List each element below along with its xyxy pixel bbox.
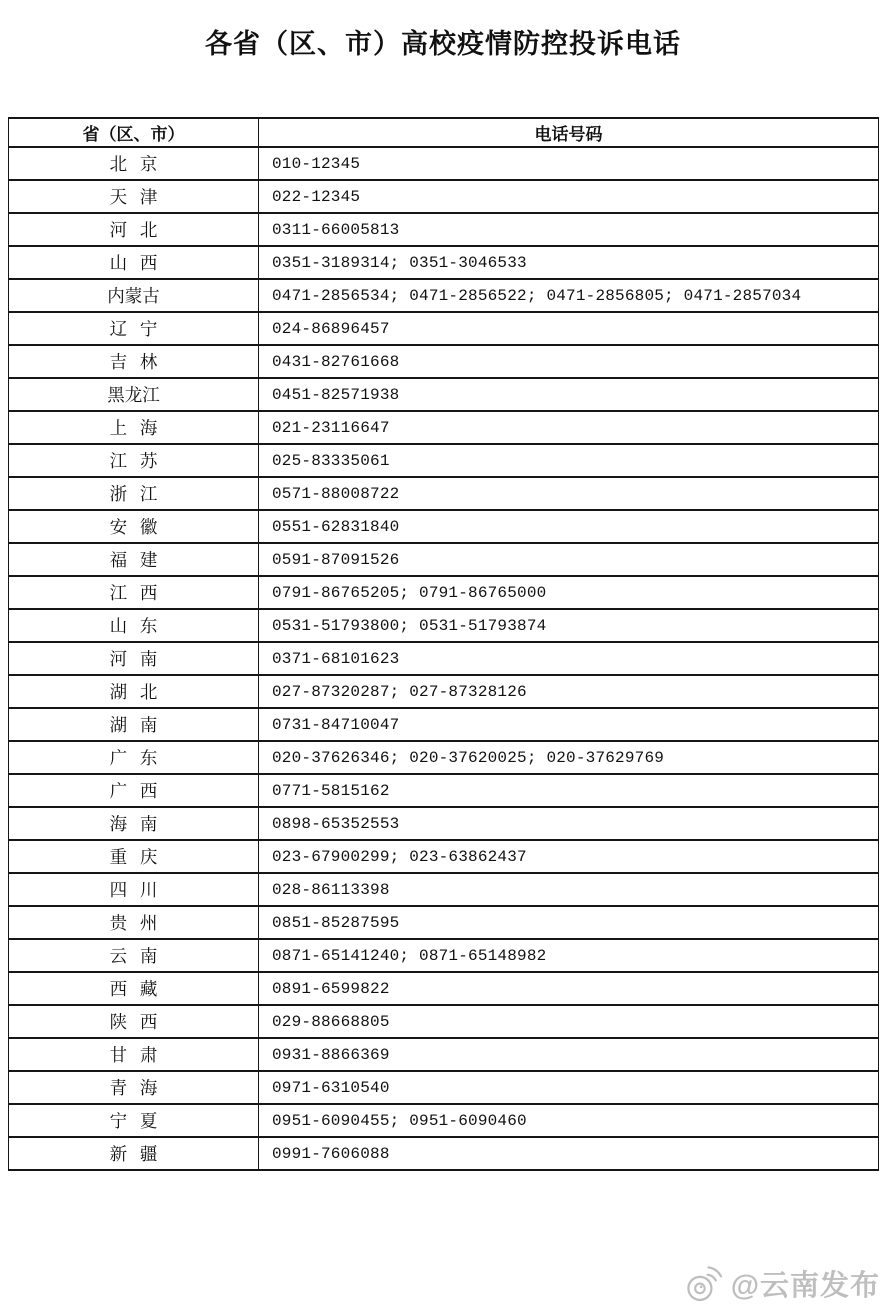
province-cell: 天 津 [9, 180, 259, 213]
table-row [9, 840, 879, 873]
phone-cell: 0351-3189314; 0351-3046533 [259, 246, 879, 279]
province-cell: 陕 西 [9, 1005, 259, 1038]
province-cell: 江 苏 [9, 444, 259, 477]
phone-column-header: 电话号码 [259, 118, 879, 147]
province-cell: 湖 南 [9, 708, 259, 741]
phone-cell: 023-67900299; 023-63862437 [259, 840, 879, 873]
table-row [9, 246, 879, 279]
phone-cell: 0771-5815162 [259, 774, 879, 807]
province-cell: 江 西 [9, 576, 259, 609]
province-cell: 西 藏 [9, 972, 259, 1005]
page-title: 各省（区、市）高校疫情防控投诉电话 [205, 29, 681, 59]
province-cell: 辽 宁 [9, 312, 259, 345]
province-cell: 重 庆 [9, 840, 259, 873]
province-cell: 北 京 [9, 147, 259, 180]
table-row [9, 510, 879, 543]
province-cell: 浙 江 [9, 477, 259, 510]
phone-cell: 0551-62831840 [259, 510, 879, 543]
table-row [9, 312, 879, 345]
province-cell: 宁 夏 [9, 1104, 259, 1137]
phone-cell: 0951-6090455; 0951-6090460 [259, 1104, 879, 1137]
phone-cell: 0871-65141240; 0871-65148982 [259, 939, 879, 972]
table-row [9, 807, 879, 840]
province-cell: 上 海 [9, 411, 259, 444]
weibo-icon [678, 1257, 730, 1309]
watermark [681, 1260, 880, 1306]
phone-cell: 021-23116647 [259, 411, 879, 444]
province-cell: 甘 肃 [9, 1038, 259, 1071]
table-row [9, 576, 879, 609]
province-cell: 云 南 [9, 939, 259, 972]
table-row [9, 180, 879, 213]
table-row [9, 147, 879, 180]
table-row [9, 609, 879, 642]
phone-cell: 0731-84710047 [259, 708, 879, 741]
province-cell: 新 疆 [9, 1137, 259, 1170]
table-row [9, 741, 879, 774]
phone-cell: 020-37626346; 020-37620025; 020-37629769 [259, 741, 879, 774]
province-cell: 湖 北 [9, 675, 259, 708]
table-row [9, 774, 879, 807]
table-row [9, 939, 879, 972]
province-cell: 河 北 [9, 213, 259, 246]
phone-cell: 025-83335061 [259, 444, 879, 477]
province-cell: 青 海 [9, 1071, 259, 1104]
province-cell: 福 建 [9, 543, 259, 576]
phone-cell: 022-12345 [259, 180, 879, 213]
province-cell: 吉 林 [9, 345, 259, 378]
table-row [9, 642, 879, 675]
phone-cell: 0451-82571938 [259, 378, 879, 411]
phone-cell: 0431-82761668 [259, 345, 879, 378]
phone-cell: 027-87320287; 027-87328126 [259, 675, 879, 708]
phone-cell: 0791-86765205; 0791-86765000 [259, 576, 879, 609]
table-row [9, 675, 879, 708]
phone-cell: 0971-6310540 [259, 1071, 879, 1104]
province-cell: 四 川 [9, 873, 259, 906]
table-row [9, 345, 879, 378]
phone-cell: 024-86896457 [259, 312, 879, 345]
table-header-row [9, 118, 879, 147]
phone-cell: 0991-7606088 [259, 1137, 879, 1170]
table-row [9, 1005, 879, 1038]
province-column-header: 省（区、市） [9, 118, 259, 147]
table-row [9, 213, 879, 246]
province-cell: 山 东 [9, 609, 259, 642]
table-row [9, 279, 879, 312]
province-cell: 山 西 [9, 246, 259, 279]
province-cell: 黑龙江 [9, 378, 259, 411]
phone-cell: 010-12345 [259, 147, 879, 180]
table-row [9, 972, 879, 1005]
phone-cell: 0851-85287595 [259, 906, 879, 939]
phone-cell: 0471-2856534; 0471-2856522; 0471-2856805; 0471-2857034 [259, 279, 879, 312]
table-row [9, 1071, 879, 1104]
table-row [9, 1038, 879, 1071]
province-cell: 河 南 [9, 642, 259, 675]
table-row [9, 873, 879, 906]
table-row [9, 543, 879, 576]
phone-cell: 0898-65352553 [259, 807, 879, 840]
phone-cell: 0891-6599822 [259, 972, 879, 1005]
phone-cell: 0591-87091526 [259, 543, 879, 576]
phone-cell: 0371-68101623 [259, 642, 879, 675]
province-cell: 海 南 [9, 807, 259, 840]
province-cell: 贵 州 [9, 906, 259, 939]
province-cell: 安 徽 [9, 510, 259, 543]
province-cell: 内蒙古 [9, 279, 259, 312]
table-row [9, 1137, 879, 1170]
province-cell: 广 东 [9, 741, 259, 774]
table-row [9, 411, 879, 444]
table-row [9, 444, 879, 477]
table-row [9, 708, 879, 741]
table-row [9, 477, 879, 510]
table-row [9, 1104, 879, 1137]
phone-cell: 028-86113398 [259, 873, 879, 906]
phone-cell: 0531-51793800; 0531-51793874 [259, 609, 879, 642]
phone-cell: 0931-8866369 [259, 1038, 879, 1071]
phone-table [8, 117, 879, 1171]
province-cell: 广 西 [9, 774, 259, 807]
table-row [9, 378, 879, 411]
watermark-text: @云南发布 [730, 1269, 880, 1302]
phone-cell: 0571-88008722 [259, 477, 879, 510]
table-row [9, 906, 879, 939]
phone-cell: 0311-66005813 [259, 213, 879, 246]
phone-cell: 029-88668805 [259, 1005, 879, 1038]
